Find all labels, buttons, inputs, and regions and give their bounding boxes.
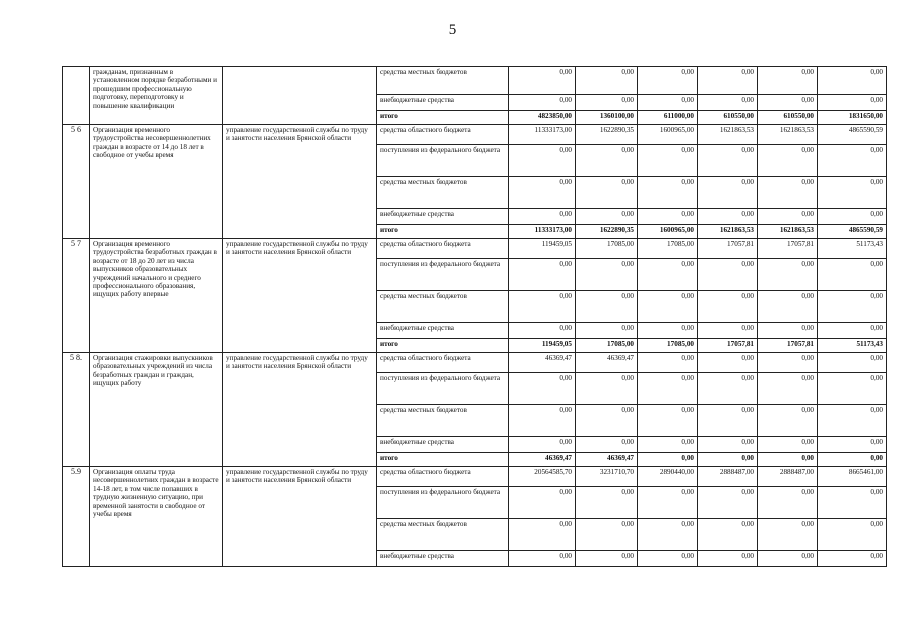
amount-cell: 0,00 (576, 551, 638, 567)
amount-cell: 0,00 (698, 259, 758, 291)
amount-cell: 0,00 (758, 291, 818, 323)
amount-cell: 0,00 (576, 259, 638, 291)
amount-cell: 1622890,35 (576, 125, 638, 145)
amount-cell: 1621863,53 (698, 225, 758, 239)
amount-cell: 1600965,00 (638, 225, 698, 239)
row-index: 5 8. (63, 353, 90, 467)
amount-cell: 0,00 (698, 67, 758, 95)
amount-cell: 0,00 (638, 453, 698, 467)
amount-cell: 0,00 (818, 259, 887, 291)
amount-cell: 0,00 (758, 259, 818, 291)
amount-cell: 0,00 (698, 177, 758, 209)
amount-cell: 0,00 (818, 209, 887, 225)
amount-cell: 17057,81 (758, 239, 818, 259)
funding-source: внебюджетные средства (377, 437, 509, 453)
amount-cell: 0,00 (698, 487, 758, 519)
amount-cell: 0,00 (818, 145, 887, 177)
funding-source: внебюджетные средства (377, 95, 509, 111)
table-body (63, 67, 887, 567)
amount-cell: 0,00 (818, 67, 887, 95)
amount-cell: 0,00 (698, 95, 758, 111)
amount-cell: 0,00 (698, 519, 758, 551)
funding-source: внебюджетные средства (377, 323, 509, 339)
funding-source: средства местных бюджетов (377, 405, 509, 437)
amount-cell: 0,00 (509, 487, 576, 519)
funding-source: средства местных бюджетов (377, 177, 509, 209)
amount-cell: 0,00 (818, 177, 887, 209)
amount-cell: 0,00 (758, 487, 818, 519)
amount-cell: 0,00 (638, 323, 698, 339)
amount-cell: 0,00 (818, 519, 887, 551)
executor-cell: управление государственной службы по труду и занятости населения Брянской области (223, 125, 377, 239)
amount-cell: 4865590,59 (818, 225, 887, 239)
amount-cell: 51173,43 (818, 239, 887, 259)
amount-cell: 0,00 (758, 177, 818, 209)
page-number: 5 (448, 22, 457, 38)
amount-cell: 0,00 (509, 291, 576, 323)
amount-cell: 0,00 (818, 291, 887, 323)
amount-cell: 0,00 (638, 353, 698, 373)
funding-source: средства областного бюджета (377, 353, 509, 373)
amount-cell: 0,00 (758, 373, 818, 405)
amount-cell: 0,00 (576, 323, 638, 339)
amount-cell: 0,00 (576, 67, 638, 95)
amount-cell: 0,00 (509, 551, 576, 567)
amount-cell: 0,00 (758, 95, 818, 111)
amount-cell: 0,00 (818, 405, 887, 437)
amount-cell: 1360100,00 (576, 111, 638, 125)
amount-cell: 0,00 (698, 437, 758, 453)
amount-cell: 0,00 (638, 259, 698, 291)
amount-cell: 0,00 (698, 145, 758, 177)
amount-cell: 0,00 (758, 519, 818, 551)
amount-cell: 4823850,00 (509, 111, 576, 125)
amount-cell: 17057,81 (698, 239, 758, 259)
amount-cell: 0,00 (698, 209, 758, 225)
amount-cell: 46369,47 (509, 453, 576, 467)
amount-cell: 0,00 (758, 453, 818, 467)
row-index (63, 67, 90, 125)
amount-cell: 4865590,59 (818, 125, 887, 145)
amount-cell: 2888487,00 (758, 467, 818, 487)
amount-cell: 0,00 (818, 353, 887, 373)
measure-description: Организация оплаты труда несовершеннолетних граждан в возрасте 14-18 лет, в том числе попавших в трудную жизненную ситуацию, при временной занятости в свободное от учебы время (90, 467, 223, 567)
amount-cell: 17085,00 (638, 339, 698, 353)
funding-source: итого (377, 339, 509, 353)
funding-source: средства местных бюджетов (377, 291, 509, 323)
amount-cell: 0,00 (758, 551, 818, 567)
funding-source: средства областного бюджета (377, 239, 509, 259)
amount-cell: 2890440,00 (638, 467, 698, 487)
measure-description: Организация временного трудоустройства безработных граждан в возрасте от 18 до 20 лет из числа выпускников образовательных учреждений начального и среднего профессионального образования, ищущих работу впервые (90, 239, 223, 353)
funding-source: внебюджетные средства (377, 551, 509, 567)
amount-cell: 0,00 (698, 453, 758, 467)
amount-cell: 0,00 (509, 95, 576, 111)
amount-cell: 1600965,00 (638, 125, 698, 145)
funding-source: поступления из федерального бюджета (377, 373, 509, 405)
amount-cell: 0,00 (576, 291, 638, 323)
amount-cell: 3231710,70 (576, 467, 638, 487)
funding-source: итого (377, 225, 509, 239)
amount-cell: 0,00 (698, 323, 758, 339)
amount-cell: 0,00 (818, 551, 887, 567)
table-row (63, 239, 887, 259)
amount-cell: 0,00 (638, 95, 698, 111)
amount-cell: 17057,81 (698, 339, 758, 353)
amount-cell: 0,00 (509, 209, 576, 225)
row-index: 5 7 (63, 239, 90, 353)
amount-cell: 610550,00 (698, 111, 758, 125)
table-row (63, 67, 887, 95)
amount-cell: 0,00 (818, 453, 887, 467)
amount-cell: 0,00 (509, 67, 576, 95)
amount-cell: 0,00 (576, 177, 638, 209)
funding-source: средства местных бюджетов (377, 519, 509, 551)
amount-cell: 0,00 (509, 373, 576, 405)
amount-cell: 0,00 (758, 209, 818, 225)
amount-cell: 0,00 (818, 95, 887, 111)
amount-cell: 0,00 (638, 209, 698, 225)
amount-cell: 1831650,00 (818, 111, 887, 125)
amount-cell: 0,00 (638, 67, 698, 95)
executor-cell: управление государственной службы по труду и занятости населения Брянской области (223, 467, 377, 567)
amount-cell: 0,00 (638, 519, 698, 551)
amount-cell: 0,00 (758, 67, 818, 95)
funding-source: поступления из федерального бюджета (377, 259, 509, 291)
amount-cell: 0,00 (509, 405, 576, 437)
amount-cell: 51173,43 (818, 339, 887, 353)
amount-cell: 2888487,00 (698, 467, 758, 487)
funding-source: итого (377, 453, 509, 467)
amount-cell: 119459,05 (509, 339, 576, 353)
amount-cell: 17085,00 (576, 339, 638, 353)
amount-cell: 46369,47 (509, 353, 576, 373)
amount-cell: 17085,00 (638, 239, 698, 259)
amount-cell: 0,00 (638, 291, 698, 323)
amount-cell: 0,00 (576, 95, 638, 111)
amount-cell: 11333173,00 (509, 225, 576, 239)
funding-source: итого (377, 111, 509, 125)
amount-cell: 0,00 (758, 323, 818, 339)
amount-cell: 0,00 (638, 405, 698, 437)
amount-cell: 1621863,53 (698, 125, 758, 145)
executor-cell: управление государственной службы по труду и занятости населения Брянской области (223, 239, 377, 353)
amount-cell: 0,00 (818, 323, 887, 339)
amount-cell: 0,00 (758, 353, 818, 373)
budget-table (62, 66, 887, 567)
amount-cell: 0,00 (638, 373, 698, 405)
amount-cell: 0,00 (576, 373, 638, 405)
amount-cell: 0,00 (509, 259, 576, 291)
funding-source: средства местных бюджетов (377, 67, 509, 95)
amount-cell: 20564585,70 (509, 467, 576, 487)
funding-source: поступления из федерального бюджета (377, 145, 509, 177)
amount-cell: 0,00 (576, 145, 638, 177)
amount-cell: 119459,05 (509, 239, 576, 259)
table-row (63, 125, 887, 145)
amount-cell: 1622890,35 (576, 225, 638, 239)
measure-description: Организация стажировки выпускников образовательных учреждений из числа безработных граждан и граждан, ищущих работу (90, 353, 223, 467)
measure-description: Организация временного трудоустройства несовершеннолетних граждан в возрасте от 14 до 18 лет в свободное от учебы время (90, 125, 223, 239)
amount-cell: 0,00 (818, 373, 887, 405)
amount-cell: 1621863,53 (758, 125, 818, 145)
amount-cell: 0,00 (638, 487, 698, 519)
amount-cell: 0,00 (576, 405, 638, 437)
executor-cell: управление государственной службы по труду и занятости населения Брянской области (223, 353, 377, 467)
amount-cell: 0,00 (638, 437, 698, 453)
amount-cell: 1621863,53 (758, 225, 818, 239)
amount-cell: 0,00 (698, 405, 758, 437)
funding-source: поступления из федерального бюджета (377, 487, 509, 519)
amount-cell: 0,00 (509, 177, 576, 209)
amount-cell: 0,00 (638, 145, 698, 177)
amount-cell: 0,00 (576, 519, 638, 551)
amount-cell: 0,00 (509, 437, 576, 453)
amount-cell: 0,00 (818, 487, 887, 519)
amount-cell: 0,00 (638, 177, 698, 209)
amount-cell: 46369,47 (576, 353, 638, 373)
amount-cell: 0,00 (758, 145, 818, 177)
amount-cell: 0,00 (698, 353, 758, 373)
amount-cell: 0,00 (758, 437, 818, 453)
funding-source: средства областного бюджета (377, 125, 509, 145)
amount-cell: 0,00 (758, 405, 818, 437)
executor-cell (223, 67, 377, 125)
amount-cell: 17057,81 (758, 339, 818, 353)
amount-cell: 0,00 (509, 323, 576, 339)
amount-cell: 0,00 (698, 551, 758, 567)
amount-cell: 0,00 (638, 551, 698, 567)
amount-cell: 0,00 (509, 145, 576, 177)
amount-cell: 611000,00 (638, 111, 698, 125)
funding-source: средства областного бюджета (377, 467, 509, 487)
amount-cell: 0,00 (576, 437, 638, 453)
table-row (63, 467, 887, 487)
amount-cell: 610550,00 (758, 111, 818, 125)
measure-description: гражданам, признанным в установленном порядке безработными и прошедшим профессиональную подготовку, переподготовку и повышение квалификации (90, 67, 223, 125)
amount-cell: 0,00 (698, 373, 758, 405)
amount-cell: 0,00 (576, 487, 638, 519)
amount-cell: 0,00 (509, 519, 576, 551)
amount-cell: 17085,00 (576, 239, 638, 259)
row-index: 5 6 (63, 125, 90, 239)
row-index: 5.9 (63, 467, 90, 567)
funding-source: внебюджетные средства (377, 209, 509, 225)
table-row (63, 353, 887, 373)
amount-cell: 8665461,00 (818, 467, 887, 487)
amount-cell: 11333173,00 (509, 125, 576, 145)
amount-cell: 0,00 (698, 291, 758, 323)
amount-cell: 0,00 (576, 209, 638, 225)
amount-cell: 0,00 (818, 437, 887, 453)
amount-cell: 46369,47 (576, 453, 638, 467)
